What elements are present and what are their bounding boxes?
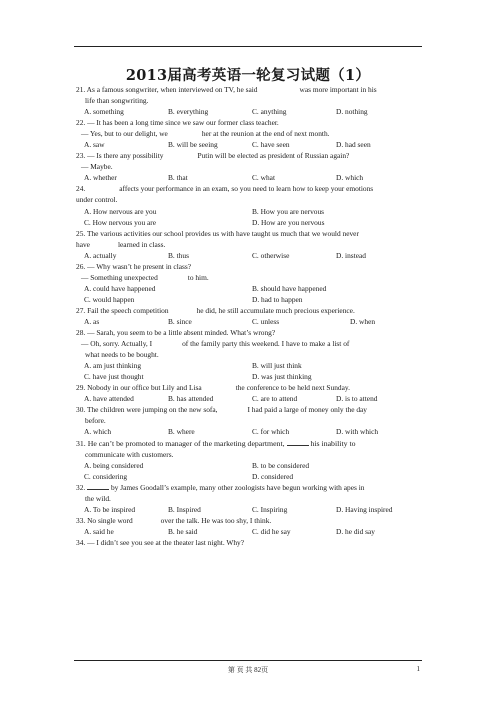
- option-d: D. nothing: [336, 107, 368, 117]
- question-32: 32. by James Goodall’s example, many other zoologists have begun working with apes in: [76, 482, 365, 492]
- option-c: C. what: [252, 173, 275, 183]
- option-b: B. will just think: [252, 361, 302, 371]
- option-b: B. should have happened: [252, 283, 327, 293]
- question-23: 23. — Is there any possibility Putin will be elected as president of Russian again?: [76, 151, 350, 161]
- question-30: 30. The children were jumping on the new sofa, I had paid a large of money only the day: [76, 405, 367, 415]
- option-b: B. to be considered: [252, 460, 310, 470]
- options-27: [76, 316, 420, 327]
- option-d: D. he did say: [336, 526, 375, 536]
- options-26: [76, 283, 420, 305]
- options-29: [76, 393, 420, 404]
- question-25-continuation: have learned in class.: [76, 239, 166, 249]
- option-d: D. had to happen: [252, 294, 303, 304]
- option-c: C. How nervous you are: [84, 217, 157, 227]
- option-b: B. he said: [168, 526, 198, 536]
- options-30: [76, 426, 420, 437]
- option-c: C. Inspiring: [252, 504, 288, 514]
- options-24: [76, 206, 420, 228]
- option-b: B. will be seeing: [168, 140, 218, 150]
- options-23: [76, 172, 420, 183]
- option-b: B. How you are nervous: [252, 206, 325, 216]
- question-31: 31. He can’t be promoted to manager of the marketing department, his inability to: [76, 438, 356, 448]
- question-30-continuation: before.: [85, 416, 106, 426]
- question-22: 22. — It has been a long time since we saw our former class teacher.: [76, 118, 279, 128]
- question-24: 24. affects your performance in an exam, so you need to learn how to keep your emotions: [76, 184, 374, 194]
- question-28-continuation: what needs to be bought.: [85, 350, 159, 360]
- question-list: [76, 84, 420, 548]
- option-c: C. would happen: [84, 294, 135, 304]
- option-b: B. has attended: [168, 394, 214, 404]
- option-c: C. considering: [84, 471, 128, 481]
- question-33: 33. No single word over the talk. He was too shy, I think.: [76, 515, 272, 525]
- options-32: [76, 504, 420, 515]
- option-a: A. actually: [84, 250, 117, 260]
- question-31-continuation: communicate with customers.: [85, 449, 174, 459]
- question-34: 34. — I didn’t see you see at the theater last night. Why?: [76, 537, 245, 547]
- option-a: A. am just thinking: [84, 361, 142, 371]
- option-d: D. Having inspired: [336, 504, 393, 514]
- page-count-label: 第 页 共 82页: [227, 666, 269, 674]
- option-a: A. could have happened: [84, 283, 156, 293]
- question-24-continuation: under control.: [76, 195, 118, 205]
- options-28: [76, 360, 420, 382]
- question-32-continuation: the wild.: [85, 493, 111, 503]
- question-21: 21. As a famous songwriter, when interviewed on TV, he said was more important in his: [76, 85, 377, 94]
- options-33: [76, 526, 420, 537]
- option-a: A. being considered: [84, 460, 144, 470]
- option-c: C. have just thought: [84, 372, 144, 382]
- question-25: 25. The various activities our school provides us with have taught us much that we would never: [76, 228, 359, 238]
- options-21: [76, 106, 420, 117]
- option-d: D. which: [336, 173, 364, 183]
- page-title: 2013届高考英语一轮复习试题（1）: [125, 67, 371, 84]
- question-28-reply: — Oh, sorry. Actually, I of the family party this weekend. I have to make a list of: [81, 339, 350, 349]
- option-a: A. saw: [84, 140, 105, 150]
- options-25: [76, 250, 420, 261]
- option-d: D. How are you nervous: [252, 217, 325, 227]
- options-22: [76, 139, 420, 150]
- option-d: D. with which: [336, 427, 379, 437]
- option-d: D. had seen: [336, 140, 371, 150]
- option-d: D. when: [350, 316, 376, 326]
- option-b: B. Inspired: [168, 504, 201, 514]
- question-29: 29. Nobody in our office but Lily and Lisa the conference to be held next Sunday.: [76, 383, 350, 393]
- question-26-reply: — Something unexpected to him.: [81, 272, 209, 282]
- option-b: B. that: [168, 173, 188, 183]
- option-c: C. anything: [252, 107, 287, 117]
- option-b: B. where: [168, 427, 195, 437]
- question-21-continuation: life than songwriting.: [85, 96, 149, 106]
- question-26: 26. — Why wasn’t he present in class?: [76, 261, 192, 271]
- question-22-reply: — Yes, but to our delight, we her at the reunion at the end of next month.: [81, 129, 330, 139]
- option-a: A. which: [84, 427, 112, 437]
- option-d: D. was just thinking: [252, 372, 312, 382]
- page-number: 1: [416, 665, 420, 673]
- option-d: D. is to attend: [336, 394, 378, 404]
- option-c: C. otherwise: [252, 250, 290, 260]
- question-27: 27. Fail the speech competition he did, he still accumulate much precious experience.: [76, 305, 355, 315]
- option-a: A. something: [84, 107, 124, 117]
- option-b: B. everything: [168, 107, 209, 117]
- option-c: C. have seen: [252, 140, 290, 150]
- footer-rule: [74, 660, 422, 661]
- option-c: C. unless: [252, 316, 280, 326]
- option-a: A. How nervous are you: [84, 206, 157, 216]
- option-d: D. considered: [252, 471, 294, 481]
- option-a: A. To be inspired: [84, 504, 136, 514]
- option-a: A. whether: [84, 173, 117, 183]
- option-b: B. since: [168, 316, 192, 326]
- option-c: C. for which: [252, 427, 290, 437]
- option-a: A. as: [84, 316, 100, 326]
- option-b: B. thus: [168, 250, 189, 260]
- question-28: 28. — Sarah, you seem to be a little absent minded. What’s wrong?: [76, 328, 276, 338]
- question-23-reply: — Maybe.: [81, 162, 113, 172]
- option-a: A. said he: [84, 526, 114, 536]
- option-c: C. did he say: [252, 526, 291, 536]
- header-rule: [74, 46, 422, 47]
- option-a: A. have attended: [84, 394, 134, 404]
- option-c: C. are to attend: [252, 394, 298, 404]
- option-d: D. instead: [336, 250, 366, 260]
- options-31: [76, 460, 420, 482]
